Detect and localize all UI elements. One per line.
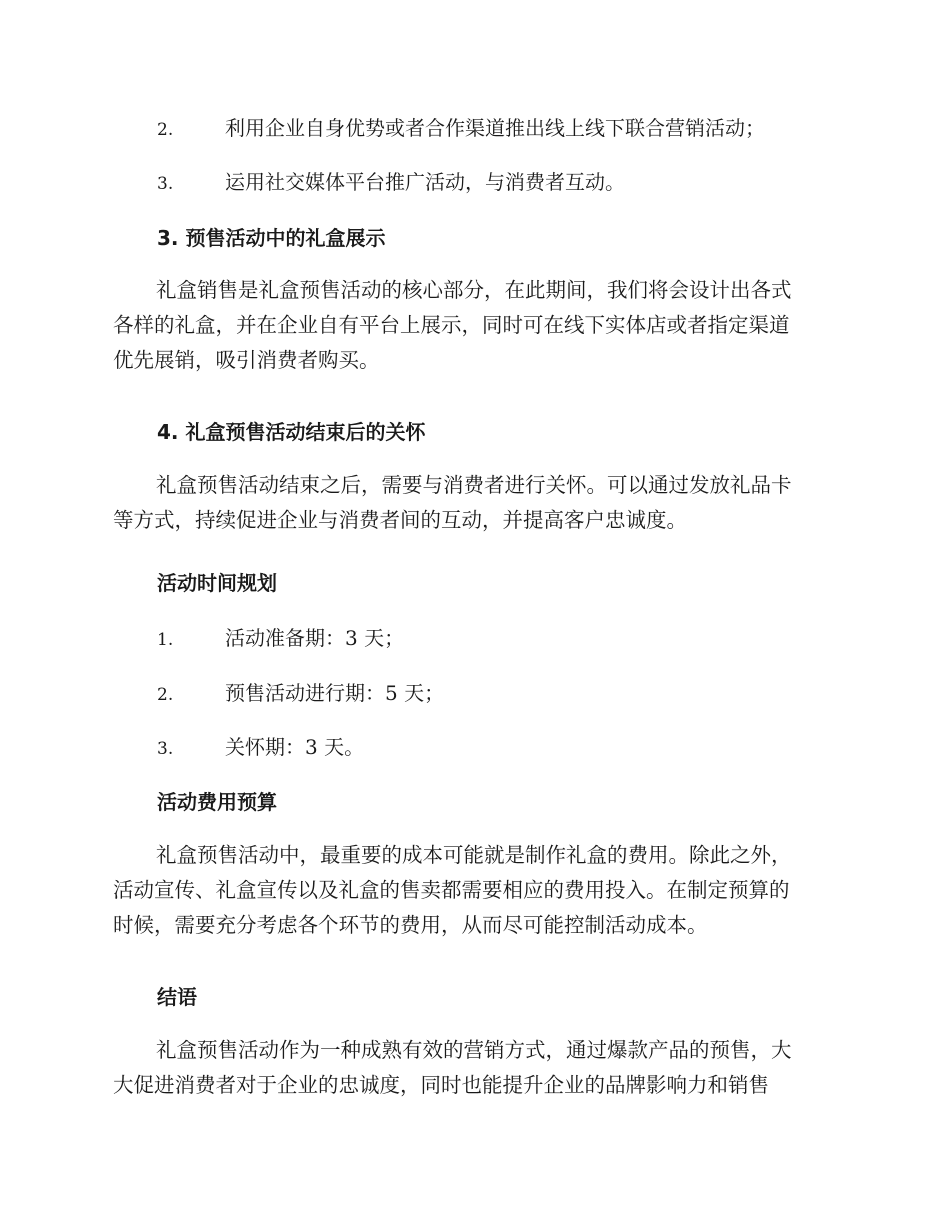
section-heading-post-sale-care: 4. 礼盒预售活动结束后的关怀	[157, 420, 426, 444]
list-number: 3.	[157, 739, 174, 759]
list-text: 预售活动进行期：5 天；	[225, 681, 445, 705]
paragraph-line: 礼盒销售是礼盒预售活动的核心部分，在此期间，我们将会设计出各式	[156, 278, 792, 302]
paragraph-line: 礼盒预售活动结束之后，需要与消费者进行关怀。可以通过发放礼品卡	[156, 473, 792, 497]
list-number: 3.	[157, 174, 174, 194]
section-heading-gift-box-display: 3. 预售活动中的礼盒展示	[157, 226, 386, 250]
paragraph-conclusion	[113, 1033, 833, 1103]
list-text: 活动准备期：3 天；	[225, 626, 405, 650]
list-number: 2.	[157, 685, 174, 705]
list-item	[157, 624, 404, 652]
list-item	[157, 168, 625, 196]
section-heading-schedule: 活动时间规划	[157, 571, 277, 595]
paragraph-line: 优先展销，吸引消费者购买。	[113, 348, 380, 372]
paragraph-line: 礼盒预售活动作为一种成熟有效的营销方式，通过爆款产品的预售，大	[156, 1038, 792, 1062]
paragraph-line: 礼盒预售活动中，最重要的成本可能就是制作礼盒的费用。除此之外，	[156, 843, 792, 867]
list-text: 运用社交媒体平台推广活动，与消费者互动。	[225, 170, 625, 194]
paragraph-line: 时候，需要充分考虑各个环节的费用，从而尽可能控制活动成本。	[113, 913, 708, 937]
list-text: 利用企业自身优势或者合作渠道推出线上线下联合营销活动；	[225, 116, 765, 140]
list-item	[157, 114, 765, 142]
paragraph-line: 等方式，持续促进企业与消费者间的互动，并提高客户忠诚度。	[113, 508, 687, 532]
list-number: 2.	[157, 120, 174, 140]
paragraph-budget	[113, 838, 833, 943]
paragraph-line: 大促进消费者对于企业的忠诚度，同时也能提升企业的品牌影响力和销售	[113, 1073, 769, 1097]
paragraph-post-sale-care	[113, 468, 833, 538]
list-item	[157, 733, 364, 761]
list-text: 关怀期：3 天。	[225, 735, 365, 759]
list-number: 1.	[157, 630, 174, 650]
section-heading-conclusion: 结语	[157, 985, 197, 1009]
paragraph-line: 各样的礼盒，并在企业自有平台上展示，同时可在线下实体店或者指定渠道	[113, 313, 790, 337]
paragraph-gift-box-display	[113, 273, 833, 378]
paragraph-line: 活动宣传、礼盒宣传以及礼盒的售卖都需要相应的费用投入。在制定预算的	[113, 878, 790, 902]
section-heading-budget: 活动费用预算	[157, 790, 277, 814]
list-item	[157, 679, 444, 707]
